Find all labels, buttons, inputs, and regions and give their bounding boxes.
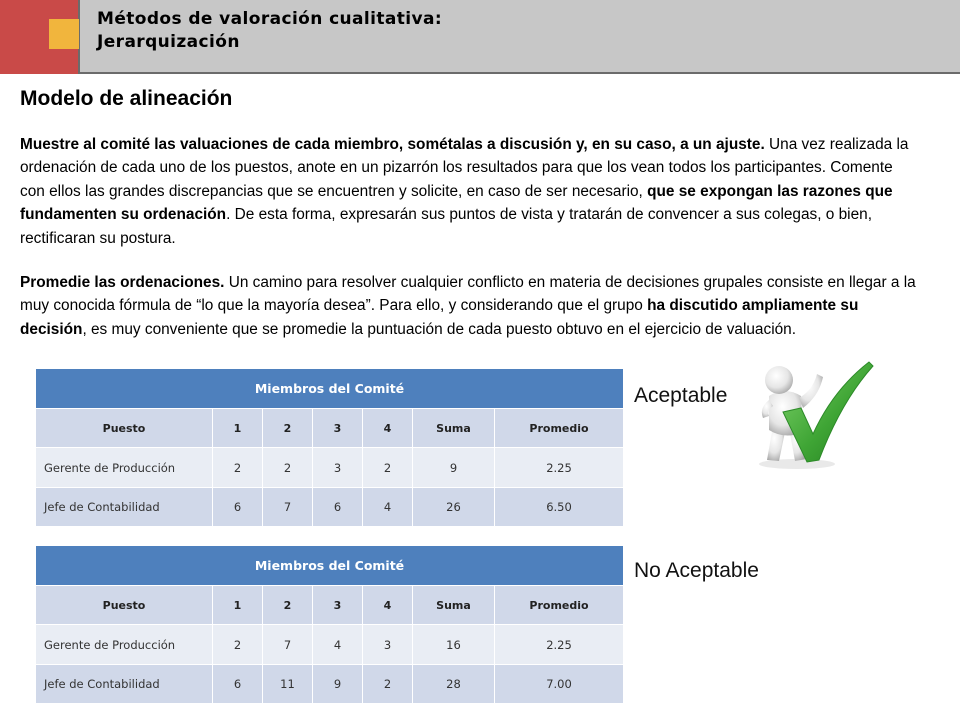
column-header: 3 bbox=[313, 409, 363, 448]
column-header: Suma bbox=[413, 409, 495, 448]
table-cell: 6 bbox=[313, 488, 363, 527]
column-header: 4 bbox=[363, 409, 413, 448]
table-cell: 4 bbox=[363, 488, 413, 527]
table-cell: 2.25 bbox=[495, 625, 624, 665]
table-cell: 9 bbox=[313, 665, 363, 704]
paragraph-2-bold-1: Promedie las ordenaciones. bbox=[20, 274, 225, 291]
committee-table-not-acceptable bbox=[35, 545, 624, 704]
table-cell: Gerente de Producción bbox=[36, 448, 213, 488]
table-cell: 3 bbox=[363, 625, 413, 665]
table-cell: 2 bbox=[363, 448, 413, 488]
paragraph-1-text-2: . De esta forma, expresarán sus puntos de vista y tratarán de convencer a sus colegas, o bien, rectificaran su postura. bbox=[20, 206, 872, 247]
table-cell: 26 bbox=[413, 488, 495, 527]
table-cell: 4 bbox=[313, 625, 363, 665]
table-row bbox=[36, 625, 624, 665]
table-cell: 9 bbox=[413, 448, 495, 488]
column-header: 1 bbox=[213, 586, 263, 625]
slide-title bbox=[97, 8, 917, 54]
table-row bbox=[36, 488, 624, 527]
person-checkmark-icon bbox=[745, 350, 875, 470]
paragraph-1 bbox=[20, 133, 920, 250]
table-cell: Jefe de Contabilidad bbox=[36, 488, 213, 527]
paragraph-2-text-1: Un camino para resolver cualquier conflicto en materia de decisiones grupales consiste en llegar a la muy conocida fórmula de “lo que la mayoría desea”. Para ello, y considerando que el grupo bbox=[20, 274, 916, 315]
table-title: Miembros del Comité bbox=[36, 369, 624, 409]
table-cell: 2 bbox=[263, 448, 313, 488]
column-header: Promedio bbox=[495, 586, 624, 625]
column-header: 4 bbox=[363, 586, 413, 625]
paragraph-2-bold-2: ha discutido ampliamente su decisión bbox=[20, 297, 859, 338]
paragraph-1-bold-2: que se expongan las razones que fundamenten su ordenación bbox=[20, 182, 893, 224]
table-cell: 6 bbox=[213, 665, 263, 704]
table-cell: 6.50 bbox=[495, 488, 624, 527]
paragraph-2-text-2: , es muy conveniente que se promedie la puntuación de cada puesto obtuvo en el ejercicio de valuación. bbox=[82, 320, 797, 338]
slide-title-line2: Jerarquización bbox=[97, 32, 240, 52]
table-cell: 2.25 bbox=[495, 448, 624, 488]
table-cell: 11 bbox=[263, 665, 313, 704]
column-header: 1 bbox=[213, 409, 263, 448]
paragraph-2 bbox=[20, 271, 920, 341]
paragraph-1-bold-1: Muestre al comité las valuaciones de cada miembro, sométalas a discusión y, en su caso, a un ajuste. bbox=[20, 136, 765, 153]
slide-header bbox=[0, 0, 960, 74]
slide-title-line1: Métodos de valoración cualitativa: bbox=[97, 9, 443, 29]
column-header: Promedio bbox=[495, 409, 624, 448]
column-header: Suma bbox=[413, 586, 495, 625]
acceptable-label: Aceptable bbox=[634, 384, 728, 407]
table-cell: Gerente de Producción bbox=[36, 625, 213, 665]
table-cell: 7 bbox=[263, 488, 313, 527]
table-cell: 28 bbox=[413, 665, 495, 704]
paragraph-1-text-1: Una vez realizada la ordenación de cada uno de los puestos, anote en un pizarrón los resultados para que los vean todos los participantes. Comente con ellos las grandes discrepancias que se encuentren y solicite, en caso de ser necesario, bbox=[20, 136, 909, 200]
table-cell: 2 bbox=[363, 665, 413, 704]
section-title: Modelo de alineación bbox=[20, 87, 233, 110]
column-header: Puesto bbox=[36, 409, 213, 448]
not-acceptable-label: No Aceptable bbox=[634, 559, 759, 582]
column-header: 3 bbox=[313, 586, 363, 625]
table-cell: 7.00 bbox=[495, 665, 624, 704]
column-header: 2 bbox=[263, 586, 313, 625]
table-cell: 7 bbox=[263, 625, 313, 665]
table-cell: 2 bbox=[213, 448, 263, 488]
table-cell: 16 bbox=[413, 625, 495, 665]
table-cell: 2 bbox=[213, 625, 263, 665]
column-header: Puesto bbox=[36, 586, 213, 625]
table-row bbox=[36, 665, 624, 704]
column-header: 2 bbox=[263, 409, 313, 448]
table-cell: 3 bbox=[313, 448, 363, 488]
table-title: Miembros del Comité bbox=[36, 546, 624, 586]
committee-table-acceptable bbox=[35, 368, 624, 527]
table-row bbox=[36, 448, 624, 488]
table-cell: 6 bbox=[213, 488, 263, 527]
table-cell: Jefe de Contabilidad bbox=[36, 665, 213, 704]
header-accent-square bbox=[49, 19, 79, 49]
